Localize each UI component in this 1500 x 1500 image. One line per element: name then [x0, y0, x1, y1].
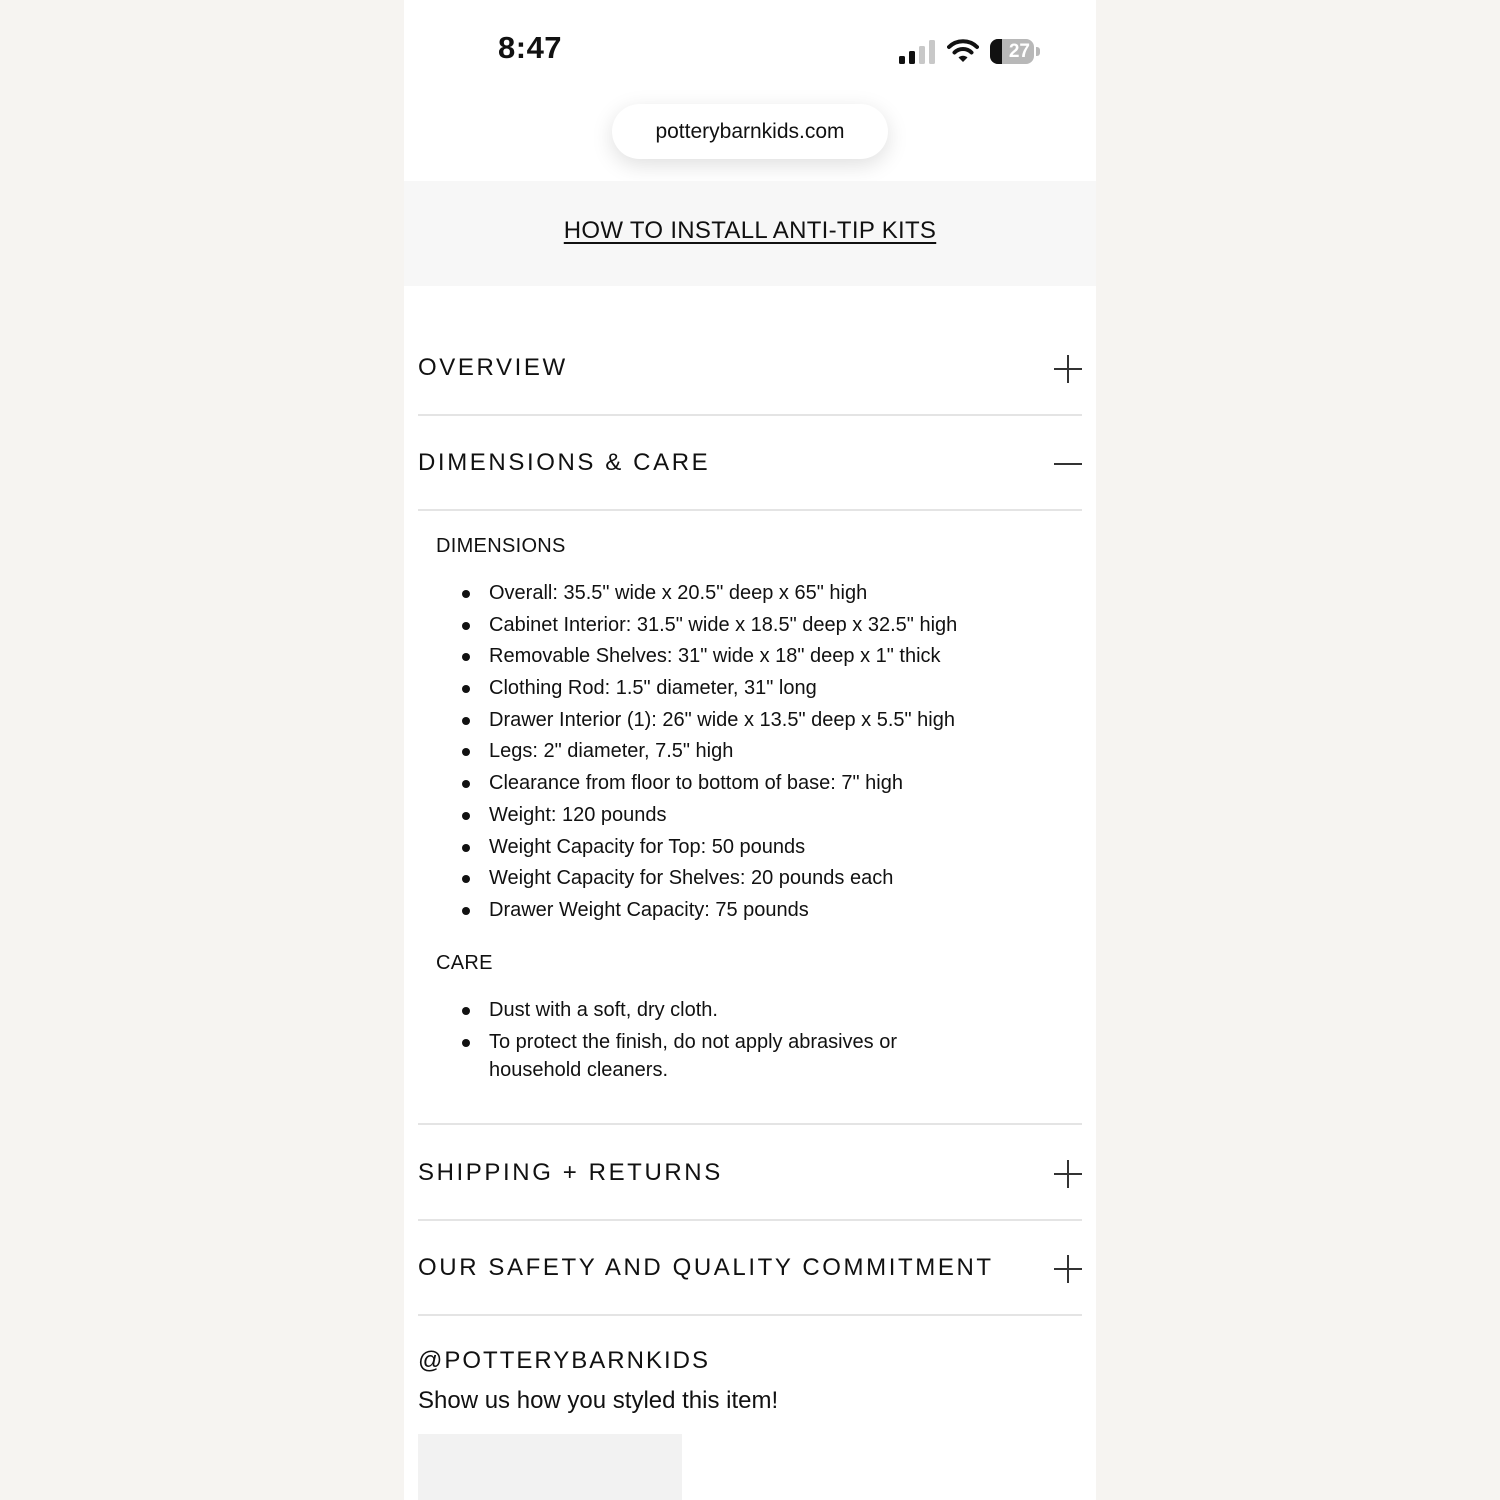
accordion-shipping-returns[interactable] — [418, 1127, 1082, 1221]
list-item: Cabinet Interior: 31.5" wide x 18.5" deep x 32.5" high — [436, 611, 1036, 639]
list-item: Clothing Rod: 1.5" diameter, 31" long — [436, 674, 1036, 702]
accordion-overview[interactable] — [418, 322, 1082, 416]
address-bar[interactable]: potterybarnkids.com — [612, 104, 888, 159]
list-item: Removable Shelves: 31" wide x 18" deep x 1" thick — [436, 642, 1036, 670]
list-item: Drawer Interior (1): 26" wide x 13.5" deep x 5.5" high — [436, 706, 1036, 734]
dimensions-care-panel — [418, 511, 1082, 1125]
plus-icon[interactable] — [1054, 1255, 1082, 1283]
battery-level: 27 — [1008, 41, 1030, 62]
accordion-dimensions-care[interactable] — [418, 417, 1082, 511]
signal-icon — [899, 40, 935, 64]
dimensions-list — [436, 579, 1036, 928]
wifi-icon — [947, 38, 979, 64]
battery-icon — [990, 39, 1040, 64]
list-item: To protect the finish, do not apply abrasives or household cleaners. — [436, 1028, 936, 1084]
plus-icon[interactable] — [1054, 1160, 1082, 1188]
status-time: 8:47 — [498, 30, 563, 65]
accordion-safety-quality[interactable] — [418, 1222, 1082, 1316]
list-item: Weight Capacity for Top: 50 pounds — [436, 833, 1036, 861]
list-item: Dust with a soft, dry cloth. — [436, 996, 936, 1024]
care-heading: CARE — [436, 952, 493, 974]
anti-tip-banner — [404, 181, 1096, 286]
care-list — [436, 996, 936, 1088]
accordion-safety-quality-title: OUR SAFETY AND QUALITY COMMITMENT — [418, 1254, 994, 1281]
list-item: Overall: 35.5" wide x 20.5" deep x 65" high — [436, 579, 1036, 607]
list-item: Drawer Weight Capacity: 75 pounds — [436, 896, 1036, 924]
list-item: Legs: 2" diameter, 7.5" high — [436, 737, 1036, 765]
dimensions-heading: DIMENSIONS — [436, 535, 566, 557]
list-item: Clearance from floor to bottom of base: 7" high — [436, 769, 1036, 797]
phone-screen — [404, 0, 1096, 1500]
battery-body — [990, 39, 1034, 64]
minus-icon[interactable] — [1054, 450, 1082, 478]
list-item: Weight Capacity for Shelves: 20 pounds each — [436, 864, 1036, 892]
social-subtitle: Show us how you styled this item! — [418, 1387, 779, 1414]
accordion-shipping-returns-title: SHIPPING + RETURNS — [418, 1159, 723, 1186]
accordion-dimensions-care-title: DIMENSIONS & CARE — [418, 449, 711, 476]
battery-cap — [1036, 47, 1040, 56]
anti-tip-kits-link[interactable]: HOW TO INSTALL ANTI-TIP KITS — [563, 217, 937, 244]
social-handle[interactable]: @POTTERYBARNKIDS — [418, 1347, 710, 1374]
plus-icon[interactable] — [1054, 355, 1082, 383]
status-bar — [404, 0, 1096, 100]
social-photo-thumbnail[interactable] — [418, 1434, 682, 1500]
accordion-overview-title: OVERVIEW — [418, 354, 568, 381]
list-item: Weight: 120 pounds — [436, 801, 1036, 829]
